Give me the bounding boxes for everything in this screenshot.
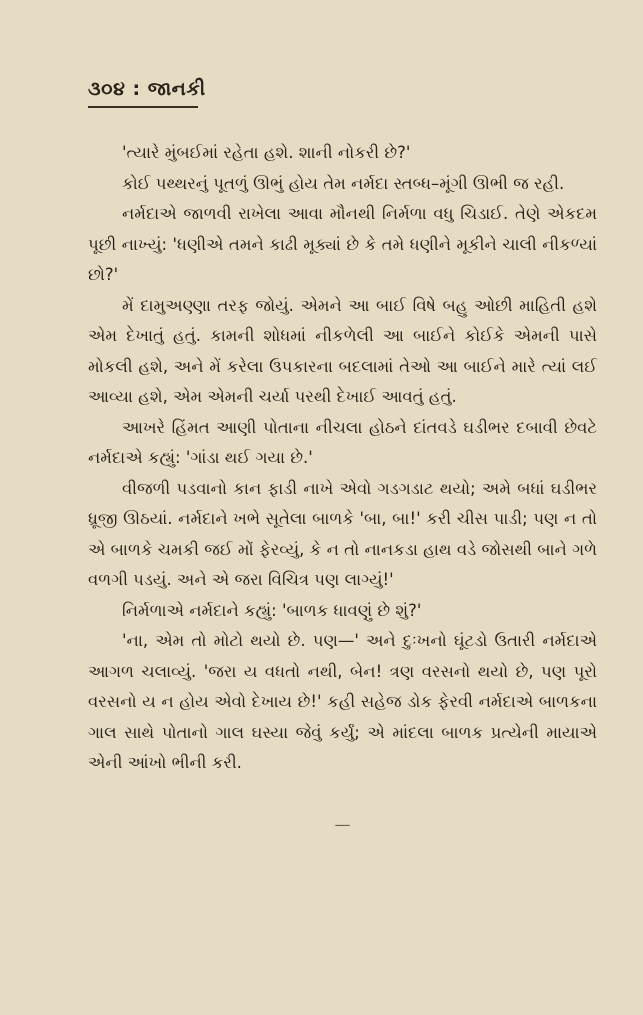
paragraph: 'ના, એમ તો મોટો થયો છે. પણ—' અને દુઃખનો ઘૂંટડો ઉતારી નર્મદાએ આગળ ચલાવ્યું. 'જરા ય વધતો નથી, બેન! ત્રણ વરસનો થયો છે, પણ પૂરો વરસનો ય ન હોય એવો દેખાય છે!' કહી સહેજ ડોક ફેરવી નર્મદાએ બાળકના ગાલ સાથે પોતાનો ગાલ ઘસ્યા જેવું કર્યું; એ માંદલા બાળક પ્રત્યેની માયાએ એની આંખો ભીની કરી. xyxy=(88,631,597,772)
paragraph: વીજળી પડવાનો કાન ફાડી નાખે એવો ગડગડાટ થયો; અમે બધાં ઘડીભર ધ્રૂજી ઊઠયાં. નર્મદાને ખભે સૂતેલા બાળકે 'બા, બા!' કરી ચીસ પાડી; પણ ન તો એ બાળકે ચમકી જઈ મોં ફેરવ્યું, કે ન તો નાનકડા હાથ વડે જોસથી બાને ગળે વળગી પડયું. અને એ જરા વિચિત્ર પણ લાગ્યું!' xyxy=(88,478,597,589)
paragraph: 'ત્યારે મુંબઈમાં રહેતા હશે. શાની નોકરી છે?' xyxy=(122,143,411,162)
paragraph: આખરે હિંમત આણી પોતાના નીચલા હોઠને દાંતવડે ઘડીભર દબાવી છેવટે નર્મદાએ કહ્યું: 'ગાંડા થઈ ગયા છે.' xyxy=(88,417,597,467)
running-header: ૩૦૪ : જાનકી xyxy=(88,78,206,100)
header-underline xyxy=(88,106,198,108)
body-text xyxy=(88,138,597,779)
end-mark: — xyxy=(334,814,351,834)
paragraph: મેં દામુઅણ્ણા તરફ જોયું. એમને આ બાઈ વિષે બહુ ઓછી માહિતી હશે એમ દેખાતું હતું. કામની શોધમાં નીકળેલી આ બાઈને કોઈકે એમની પાસે મોકલી હશે, અને મેં કરેલા ઉપકારના બદલામાં તેઓ આ બાઈને મારે ત્યાં લઈ આવ્યા હશે, એમ એમની ચર્યા પરથી દેખાઈ આવતું હતું. xyxy=(88,295,597,406)
paragraph: કોઈ પથ્થરનું પૂતળું ઊભું હોય તેમ નર્મદા સ્તબ્ધ–મૂંગી ઊભી જ રહી. xyxy=(122,173,565,193)
paragraph: નિર્મળાએ નર્મદાને કહ્યું: 'બાળક ધાવણું છે શું?' xyxy=(122,600,422,620)
paragraph: નર્મદાએ જાળવી રાખેલા આવા મૌનથી નિર્મળા વધુ ચિડાઈ. તેણે એકદમ પૂછી નાખ્યું: 'ધણીએ તમને કાઢી મૂક્યાં છે કે તમે ધણીને મૂકીને ચાલી નીકળ્યાં છો?' xyxy=(88,204,597,284)
